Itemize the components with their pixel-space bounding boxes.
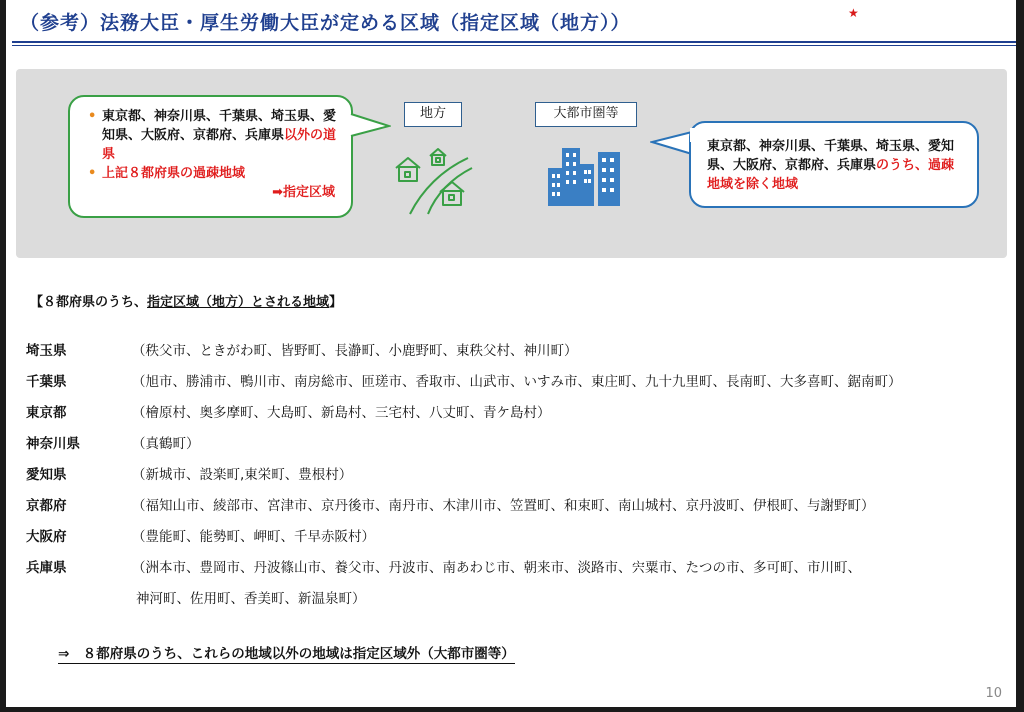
prefecture-areas: （新城市、設楽町,東栄町、豊根村）	[132, 467, 353, 483]
prefecture-areas-continued: 神河町、佐用町、香美町、新温泉町）	[136, 591, 366, 607]
prefecture-name: 東京都	[26, 405, 67, 421]
section-heading	[30, 291, 342, 310]
section-underlined: 指定区域（地方）とされる地域	[147, 295, 330, 310]
rural-callout	[68, 95, 353, 218]
urban-label: 大都市圏等	[535, 102, 637, 127]
prefecture-areas: （洲本市、豊岡市、丹波篠山市、養父市、丹波市、南あわじ市、朝来市、淡路市、宍粟市、たつの市、多可町、市川町、	[132, 560, 861, 576]
conclusion-note: ⇒ ８都府県のうち、これらの地域以外の地域は指定区域外（大都市圏等）	[58, 642, 515, 664]
prefecture-name: 神奈川県	[26, 436, 80, 452]
urban-callout	[689, 121, 979, 208]
urban-callout-tail	[650, 130, 694, 156]
city-buildings-icon	[546, 146, 624, 208]
rural-item-1	[88, 107, 345, 164]
prefecture-name: 埼玉県	[26, 343, 67, 359]
prefecture-name: 千葉県	[26, 374, 67, 390]
title-rule-thin	[12, 45, 1016, 46]
prefecture-areas: （旭市、勝浦市、鴨川市、南房総市、匝瑳市、香取市、山武市、いすみ市、東庄町、九十九里町、長南町、大多喜町、鋸南町）	[132, 374, 902, 390]
prefecture-areas: （豊能町、能勢町、岬町、千早赤阪村）	[132, 529, 375, 545]
rural-item-1-text: 東京都、神奈川県、千葉県、埼玉県、愛知県、大阪府、京都府、兵庫県	[102, 109, 337, 143]
title-rule	[12, 41, 1016, 43]
rural-label: 地方	[404, 102, 462, 127]
prefecture-areas: （檜原村、奥多摩町、大島町、新島村、三宅村、八丈町、青ケ島村）	[132, 405, 551, 421]
urban-tail-join	[690, 128, 696, 142]
rural-houses-icon	[390, 140, 480, 216]
slide	[6, 0, 1016, 707]
rural-callout-tail	[349, 112, 391, 138]
prefecture-areas: （福知山市、綾部市、宮津市、京丹後市、南丹市、木津川市、笠置町、和束町、南山城村、京丹波町、伊根町、与謝野町）	[132, 498, 875, 514]
section-prefix: 【８都府県のうち、	[30, 295, 148, 310]
rural-item-1-red: 以外の道県	[102, 128, 337, 162]
page-title: （参考）法務大臣・厚生労働大臣が定める区域（指定区域（地方））	[20, 12, 631, 34]
designated-area-arrow: ➡指定区域	[272, 185, 335, 200]
prefecture-name: 大阪府	[26, 529, 67, 545]
prefecture-areas: （秩父市、ときがわ町、皆野町、長瀞町、小鹿野町、東秩父村、神川町）	[132, 343, 578, 359]
section-suffix: 】	[329, 295, 343, 310]
prefecture-name: 兵庫県	[26, 560, 67, 576]
page-number: 10	[985, 686, 1002, 701]
urban-callout-text: 東京都、神奈川県、千葉県、埼玉県、愛知県、大阪府、京都府、兵庫県	[707, 139, 955, 173]
prefecture-areas: （真鶴町）	[132, 436, 200, 452]
star-mark: ★	[848, 6, 859, 20]
urban-callout-red: のうち、過疎地域を除く地域	[707, 158, 955, 192]
rural-item-2: • 上記８都府県の過疎地域	[88, 164, 345, 183]
prefecture-name: 京都府	[26, 498, 67, 514]
prefecture-name: 愛知県	[26, 467, 67, 483]
